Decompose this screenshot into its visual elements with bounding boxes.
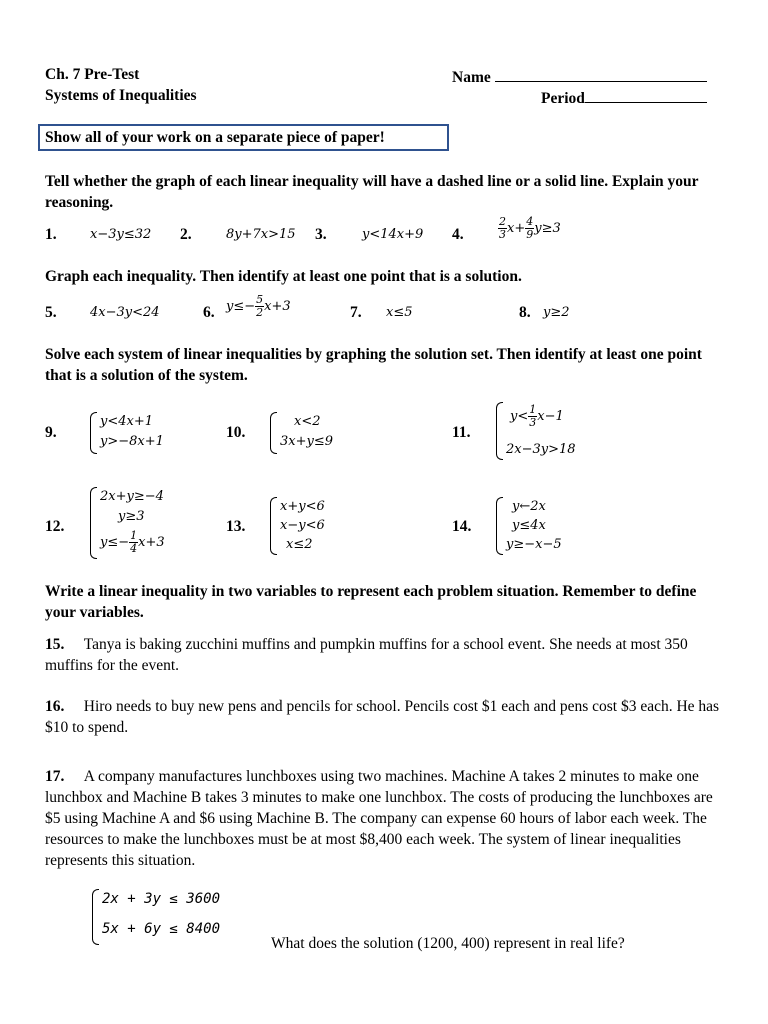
p4-frac2-den: 9 xyxy=(526,228,534,241)
p4-post: y≥3 xyxy=(534,221,561,236)
period-label: Period xyxy=(541,90,585,107)
p4-frac1-num: 2 xyxy=(499,215,506,228)
section2-instructions: Graph each inequality. Then identify at least one point that is a solution. xyxy=(45,268,522,285)
brace xyxy=(496,402,503,460)
p11-pre: y< xyxy=(510,409,529,424)
problem-16-text: Hiro needs to buy new pens and pencils for school. Pencils cost $1 each and pens cost $3 each. He has $10 to spend. xyxy=(45,698,720,736)
p12-frac-num: 1 xyxy=(130,529,138,542)
problem-17-text: A company manufactures lunchboxes using two machines. Machine A takes 2 minutes to make one lunchbox and Machine B takes 3 minutes to make one lunchbox. The costs of producing the lunchboxes are $5 using Machine A and $6 using Machine B. The company can expense 60 hours of labor each week. The resources to make the lunchboxes must be at most $8,400 each week. The system of linear inequalities represents this situation. xyxy=(45,768,713,869)
name-field[interactable] xyxy=(452,66,707,87)
problem-14-number: 14. xyxy=(452,518,472,535)
test-subtitle: Systems of Inequalities xyxy=(45,87,197,104)
problem-5-number: 5. xyxy=(45,304,57,321)
problem-5-expr: 4x−3y<24 xyxy=(90,305,160,320)
p9-line2: y>−8x+1 xyxy=(100,434,164,449)
section1-instructions: Tell whether the graph of each linear inequality will have a dashed line or a solid line. Explain your reasoning. xyxy=(45,173,699,211)
p12-line2: y≥3 xyxy=(118,509,145,524)
problem-1-expr: x−3y≤32 xyxy=(90,227,152,242)
problem-9-system xyxy=(90,412,180,454)
p4-frac1-den: 3 xyxy=(499,228,506,241)
p11-frac-den: 3 xyxy=(529,416,537,429)
name-label: Name xyxy=(452,69,491,86)
problem-2-expr: 8y+7x>15 xyxy=(226,227,296,242)
problem-8-expr: y≥2 xyxy=(543,305,570,320)
problem-3-number: 3. xyxy=(315,226,327,243)
notice-text: Show all of your work on a separate piece of paper! xyxy=(45,129,385,146)
brace xyxy=(90,487,97,559)
period-blank[interactable] xyxy=(585,87,707,103)
problem-16-number: 16. xyxy=(45,698,65,715)
p14-line3: y≥−x−5 xyxy=(506,537,562,552)
p11-line1 xyxy=(510,404,564,429)
p11-frac-num: 1 xyxy=(529,403,537,416)
p11-line2: 2x−3y>18 xyxy=(506,442,576,457)
p4-frac2-num: 4 xyxy=(526,215,534,228)
problem-14-system xyxy=(496,497,576,555)
p10-line2: 3x+y≤9 xyxy=(280,434,334,449)
p14-line2: y≤4x xyxy=(512,518,546,533)
problem-17-system xyxy=(92,889,222,945)
p10-line1: x<2 xyxy=(294,414,321,429)
problem-15-number: 15. xyxy=(45,636,65,653)
problem-6-number: 6. xyxy=(203,304,215,321)
p9-line1: y<4x+1 xyxy=(100,414,154,429)
problem-9-number: 9. xyxy=(45,424,57,441)
section4-instructions: Write a linear inequality in two variables to represent each problem situation. Remember to define your variables. xyxy=(45,583,697,621)
problem-12-system xyxy=(90,487,180,559)
problem-11-system xyxy=(496,402,586,460)
problem-12-number: 12. xyxy=(45,518,65,535)
p6-frac-num: 5 xyxy=(256,293,264,306)
p12-line1: 2x+y≥−4 xyxy=(100,489,164,504)
p17-line2: 5x + 6y ≤ 8400 xyxy=(102,921,221,937)
brace xyxy=(496,497,503,555)
p14-line1: y←2x xyxy=(512,499,546,514)
problem-8-number: 8. xyxy=(519,304,531,321)
p6-post: x+3 xyxy=(264,299,291,314)
problem-4-number: 4. xyxy=(452,226,464,243)
problem-17 xyxy=(45,766,725,871)
problem-16 xyxy=(45,696,725,738)
p13-line2: x−y<6 xyxy=(280,518,325,533)
p13-line1: x+y<6 xyxy=(280,499,325,514)
brace xyxy=(270,497,277,555)
test-title: Ch. 7 Pre-Test xyxy=(45,66,140,83)
brace xyxy=(90,412,97,454)
problem-13-system xyxy=(270,497,350,555)
p6-pre: y≤− xyxy=(226,299,256,314)
problem-15-text: Tanya is baking zucchini muffins and pumpkin muffins for a school event. She needs at most 350 muffins for the event. xyxy=(45,636,688,674)
problem-2-number: 2. xyxy=(180,226,192,243)
section3-instructions: Solve each system of linear inequalities by graphing the solution set. Then identify at least one point that is a solution of the system. xyxy=(45,346,702,384)
p12-line3 xyxy=(100,530,165,555)
problem-10-system xyxy=(270,412,350,454)
p17-line1: 2x + 3y ≤ 3600 xyxy=(102,891,221,907)
problem-7-number: 7. xyxy=(350,304,362,321)
p6-frac-den: 2 xyxy=(256,306,264,319)
p12-post: x+3 xyxy=(138,535,165,550)
p13-line3: x≤2 xyxy=(286,537,313,552)
p4-mid: x+ xyxy=(507,221,526,236)
problem-17-number: 17. xyxy=(45,768,65,785)
problem-10-number: 10. xyxy=(226,424,246,441)
p12-pre: y≤− xyxy=(100,535,130,550)
brace xyxy=(92,889,99,945)
brace xyxy=(270,412,277,454)
p11-post: x−1 xyxy=(537,409,564,424)
name-blank[interactable] xyxy=(495,66,707,82)
problem-11-number: 11. xyxy=(452,424,471,441)
problem-13-number: 13. xyxy=(226,518,246,535)
p12-frac-den: 4 xyxy=(130,542,138,555)
problem-3-expr: y<14x+9 xyxy=(362,227,424,242)
problem-7-expr: x≤5 xyxy=(386,305,413,320)
problem-15 xyxy=(45,634,725,676)
period-field[interactable] xyxy=(541,87,707,108)
problem-6-expr xyxy=(226,294,291,319)
problem-17-question: What does the solution (1200, 400) represent in real life? xyxy=(271,935,625,952)
problem-4-expr xyxy=(498,216,561,241)
problem-1-number: 1. xyxy=(45,226,57,243)
